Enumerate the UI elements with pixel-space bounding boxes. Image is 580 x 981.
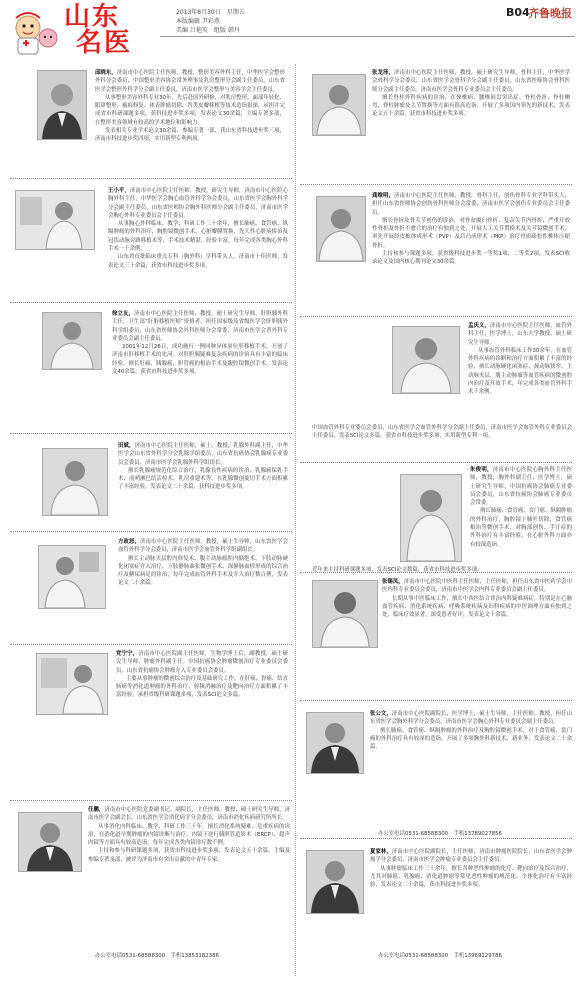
bio-paragraph: 擅长乳腺癌规范化综合治疗，乳腺良性疾病的诊治，乳腺癌保乳手术、前哨淋巴结活检术、乳房重建术等，在乳腺微创旋切手术方面积累了丰富经验，发表论文二十余篇，获科技进步奖多项。 <box>118 467 288 491</box>
contact-phone: 办公室电话0531-68588300 手机13853182386 <box>95 953 219 959</box>
bio-paragraph: 擅长脊柱外科疾病的诊治，在颈椎病、腰椎间盘突出症、脊柱骨折、脊柱侧弯、脊柱肿瘤及关节置换等方面有很高造诣，开展了多项国内领先的新技术，发表论文五十余篇，获省市科技进步奖多项。 <box>372 94 570 118</box>
entry-divider <box>10 531 292 532</box>
design-credit: 美编 吕艳英 组版 韩丹 <box>176 27 240 34</box>
doctor-name: 党宁宁， <box>116 651 139 657</box>
doctor-photo <box>312 74 366 136</box>
doctor-bio <box>118 538 288 638</box>
doctor-name: 夏家林， <box>370 849 392 855</box>
bio-paragraph: 中国血管外科专业委员会委员，山东省医学会血管外科学分会副主任委员，济南市医学会血管外科专业委员会主任委员，发表SCI论文多篇，获省市科技进步奖多项，实用新型专利一项。 <box>312 425 572 440</box>
bio-paragraph: 主持和参与课题多项，获省级科技进步奖一等奖1项、二等奖2项，发表SCI收录论文及国内核心期刊论文30余篇。 <box>372 251 570 266</box>
doctor-name: 任鹏， <box>88 807 105 813</box>
doctor-name: 孟庆义， <box>468 323 490 329</box>
bio-paragraph: 济南市中心医院主任医师，教授，整形美容外科主任，中华医学会整形外科分会委员，中国整形美容协会常务理事及乳房整形分会副主任委员，山东省医学会整形外科学分会副主任委员，济南市医学会整形与美容学会主任委员。 <box>95 70 285 93</box>
bio-paragraph: 从事胸心外科临床、教学、科研工作三十余年，擅长肺癌、食管癌、纵隔肿瘤的外科治疗，胸腔镜微创手术，心脏瓣膜置换，先天性心脏病矫治及冠状动脉旁路移植术等，手术技术精湛，经验丰富，每年完成各类胸心外科手术一千余例。 <box>108 221 288 253</box>
doctor-name: 邱晓东， <box>95 70 117 76</box>
doctor-bio <box>116 650 288 770</box>
doctor-photo <box>18 812 82 872</box>
doctor-photo <box>37 70 87 140</box>
entry-divider <box>10 178 292 179</box>
bio-paragraph: 济南市中心医院主任医师，硕士，教授，乳腺外科副主任，中华医学会山东省外科学分会乳腺学组委员，山东省抗癌协会乳腺癌专业委员会委员，济南市医学会乳腺外科学组组长。 <box>118 443 288 466</box>
doctor-bio <box>370 848 572 948</box>
bio-paragraph: 发表相关专业学术论文30余篇，参编专著一部，获山东省科技进步奖三项，济南市科技进步奖四项，实用新型专利两项。 <box>95 128 285 143</box>
mascot-icon <box>6 8 64 58</box>
bio-paragraph: 从事肿瘤临床工作三十余年，擅长各种恶性肿瘤的化疗、靶向治疗及综合治疗，尤其对肺癌、乳腺癌、消化道肿瘤等常见恶性肿瘤的规范化、个体化治疗有丰富经验，发表论文二十余篇，获市科技进步奖多项。 <box>370 865 572 889</box>
doctor-name: 张公文， <box>370 711 392 717</box>
entry-divider <box>10 433 292 434</box>
bio-paragraph: 山东省首批临床重点专科（胸外科）学科带头人，济南市十佳医师，发表论文三十余篇，获省市科技进步奖多项。 <box>108 254 288 269</box>
bio-paragraph: 从事血管外科临床工作30余年，在血管外科疾病的诊断和治疗方面积累了丰富的经验，擅长动脉硬化闭塞症、颈动脉狭窄、主动脉夹层、腹主动脉瘤等血管疾病的微创腔内治疗及开放手术，年完成各类血管外科手术千余例。 <box>468 347 572 396</box>
doctor-bio <box>372 192 570 308</box>
entry-divider <box>300 462 572 463</box>
doctor-photo <box>15 190 95 250</box>
bio-paragraph: 擅长骨折及骨关节创伤的诊治，对骨盆髋臼骨折、复杂关节内骨折、严重开放性骨折及骨折不愈合的治疗有独到之处，开展人工关节置换术及关节镜微创手术，率先开展经皮椎体成形术（PVP）及后凸成形术（PKP）治疗骨质疏松性椎体压缩骨折。 <box>372 217 570 249</box>
bio-paragraph: 济南市中心医院主任医师，教授，硕士研究生导师，肝胆胰外科主任，卫生部“肝脏移植医师”资格者，担任国家级及省级医学会肝胆胰外科学组委员，山东省医师协会外科医师分会常委，济南市医学会普外科专业委员会副主任委员。 <box>112 311 288 342</box>
masthead <box>0 0 580 62</box>
doctor-photo <box>400 474 462 562</box>
doctor-photo <box>42 312 102 370</box>
doctor-photo <box>42 448 108 516</box>
doctor-name: 方政怒， <box>118 539 140 545</box>
doctor-photo <box>306 712 364 774</box>
bio-paragraph: 从事整形美容外科专业30年，先后赴国外研修，对乳房整形、面部年轻化、眼鼻整形、瘢痕修复、体表肿瘤切除、各类皮瓣移植等技术造诣很深，承担并完成省市科研课题多项，获科技进步奖多项，发表论文30余篇，主编专著多部，在整形美容领域有较高的学术地位和影响力。 <box>95 94 285 126</box>
bio-paragraph: 近年来主持科研课题多项，发表SCI论文数篇，获省市科技进步奖多项。 <box>312 567 483 573</box>
entry-divider <box>10 302 292 303</box>
doctor-bio <box>370 710 572 822</box>
bio-paragraph: 济南市中心医院主任医师，血管外科主任，医学博士，山东大学教授、硕士研究生导师。 <box>468 323 572 346</box>
doctor-photo <box>38 545 106 609</box>
bio-paragraph: 长期从事中医临床工作，擅长中西医结合诊治内科疑难病症，特别是在心脑血管疾病、消化系统疾病、呼吸系统疾病及妇科疾病的中医调理方面有独到之处，临床疗效显著，深受患者好评，发表论文十余篇。 <box>382 595 572 619</box>
doctor-bio <box>88 806 290 948</box>
doctor-bio-continued <box>312 424 572 458</box>
doctor-photo <box>316 196 366 262</box>
bio-paragraph: 济南市中心医院主任医师，教授，骨科主任，创伤骨科专业学科带头人，担任山东省医师协会创伤骨科医师分会常委，济南市医学会创伤专业委员会主任委员。 <box>372 193 570 216</box>
doctor-photo <box>306 850 364 914</box>
bio-paragraph: 主要从事肿瘤的微创综合治疗及基础研究工作，在肝癌、胃癌、结直肠癌等消化道肿瘤的外科治疗、射频消融治疗及靶向治疗方面积累了丰富经验，承担省级科研课题多项，发表SCI论文多篇。 <box>116 675 288 699</box>
bio-paragraph: 济南市中心医院党委副书记、副院长，主任医师，教授，硕士研究生导师，济南市医学会副会长，山东省医学会消化病学分会委员，济南市消化疾病研究所所长。 <box>88 807 290 822</box>
bio-paragraph: 济南市中心医院心胸外科主任医师，教授，胸外科副主任，医学博士，硕士研究生导师，中国抗癌协会肺癌专业委员会委员，山东省抗癌协会肺癌专业委员会常委。 <box>470 467 572 507</box>
bio-paragraph: 主持和参与科研课题多项，获省市科技进步奖多项，发表论文五十余篇，主编及参编专著多部，被评为济南市有突出贡献的中青年专家。 <box>88 848 290 863</box>
doctor-name: 田斌， <box>118 443 135 449</box>
doctor-photo <box>36 653 108 715</box>
bio-paragraph: 济南市中心医院副主任医师，生物学博士后，副教授，硕士研究生导师，肿瘤外科副主任。中国抗癌协会肿瘤微创治疗专业委员会委员，山东省抗癌协会肿瘤介入专业委员会委员。 <box>116 651 288 674</box>
doctor-bio <box>118 442 288 522</box>
doctor-bio <box>382 578 572 690</box>
column-divider <box>295 64 296 976</box>
bio-paragraph: 从事消化内科临床、教学、科研工作三十年，擅长消化系统疑难、危重疾病的诊治，在消化道早期肿瘤的内镜诊断与治疗、内镜下逆行胰胆管造影术（ERCP）、超声内镜等方面具有较高造诣，每年完成各类内镜诊疗数千例。 <box>88 823 290 847</box>
doctor-name: 龚维明， <box>372 193 395 199</box>
doctor-bio <box>372 69 570 161</box>
contact-phone: 办公室电话0531-68588300 手机13789027856 <box>378 831 502 837</box>
bio-paragraph: 济南市中心医院中医科主任医师，主任医师，担任山东省中医药学会中医内科专业委员会委员，济南市中医学会内科专业委员会副主任委员。 <box>382 579 572 594</box>
bio-paragraph: 济南市中心医院副院长，主任医师，济南市肿瘤医院院长，山东省医学会肿瘤学分会委员，济南市医学会肿瘤专业委员会主任委员。 <box>370 849 572 864</box>
doctor-name: 张龙泽， <box>372 70 395 76</box>
doctor-photo <box>392 326 460 394</box>
doctor-name: 王小平， <box>108 188 130 194</box>
entry-divider <box>300 572 572 573</box>
entry-divider <box>300 184 572 185</box>
contact-phone: 办公室电话0531-68588300 手机13969129786 <box>378 953 502 959</box>
bio-paragraph: 济南市中心医院副院长，医学博士，硕士生导师，主任医师，教授，担任山东省医学会胸外科学分会委员，济南市医学会胸心外科专业委员会副主任委员。 <box>370 711 572 726</box>
column-title: 山东 名医 <box>64 2 133 58</box>
doctor-bio <box>470 466 572 566</box>
bio-paragraph: 济南市中心医院主任医师，教授，研究生导师，济南市中心医院心胸外科主任，中华医学会胸心血管外科学分会委员，山东省医学会胸外科学分会副主任委员，山东省医师协会胸外科医师分会副主任委员，济南市医学会胸心外科专业委员会主任委员。 <box>108 188 288 219</box>
bio-paragraph: 擅长肺癌、食管癌、贲门癌、纵隔肿瘤的外科治疗，胸腔镜下肺叶切除、食管癌根治等微创手术，对胸部创伤、手汗症的外科治疗有丰富经验，在心脏外科方面亦有较深造诣。 <box>470 508 572 548</box>
entry-divider <box>10 800 292 801</box>
doctor-bio <box>108 187 288 289</box>
editor-credit: 本版编辑 尹彩燕 <box>176 18 220 25</box>
doctor-photo <box>312 580 378 648</box>
header-rule <box>160 36 575 37</box>
doctor-name: 张锡凤， <box>382 579 404 585</box>
doctor-bio-continued <box>312 566 572 576</box>
bio-paragraph: 济南市中心医院主任医师，教授，硕士研究生导师，骨科主任，中华医学会骨科学分会委员，山东省医学会骨科学分会副主任委员，山东省医师协会骨科医师分会副主任委员，济南市医学会骨科专业委员会主任委员。 <box>372 70 570 93</box>
doctor-bio <box>95 69 285 171</box>
bio-paragraph: 擅长肺癌、食管癌、纵隔肿瘤的外科治疗及胸腔镜微创手术，对于食管癌、贲门癌的外科治疗具有较深的造诣，开展了多项胸外科新技术、新业务，发表论文二十余篇。 <box>370 727 572 751</box>
entry-divider <box>300 838 572 839</box>
bio-paragraph: 济南市中心医院主任医师，教授，硕士生导师，山东省医学会血管外科学分会委员，济南市医学会血管外科学组副组长。 <box>118 539 288 554</box>
entry-divider <box>300 700 572 701</box>
entry-divider <box>10 644 292 645</box>
page-number: B04 <box>506 6 530 19</box>
doctor-name: 徐立友， <box>112 311 135 317</box>
newspaper-name: 齐鲁晚报 <box>528 7 572 20</box>
entry-divider <box>300 316 572 317</box>
dateline: 2013年8月30日 星期五 <box>176 9 245 16</box>
doctor-name: 朱俊明， <box>470 467 493 473</box>
bio-paragraph: 2001年12月26日，成功施行一例同种异体原位肝移植手术，开创了济南市肝移植手术的先河。对肝胆胰疑难复杂疾病的诊治具有丰富的临床经验，擅长肝癌、胰腺癌、胆管癌的根治手术及腹腔镜微创手术，发表论文40余篇，获省市科技进步奖多项。 <box>112 344 288 376</box>
doctor-bio <box>468 322 572 422</box>
doctor-bio <box>112 310 288 413</box>
bio-paragraph: 擅长主动脉夹层腔内修复术、腹主动脉瘤腔内隔绝术、下肢动脉硬化闭塞症介入治疗、下肢静脉曲张微创手术、深静脉血栓形成的综合治疗及糖尿病足的诊治，每年完成血管外科手术及介入治疗数百例，发表论文二十余篇。 <box>118 555 288 587</box>
